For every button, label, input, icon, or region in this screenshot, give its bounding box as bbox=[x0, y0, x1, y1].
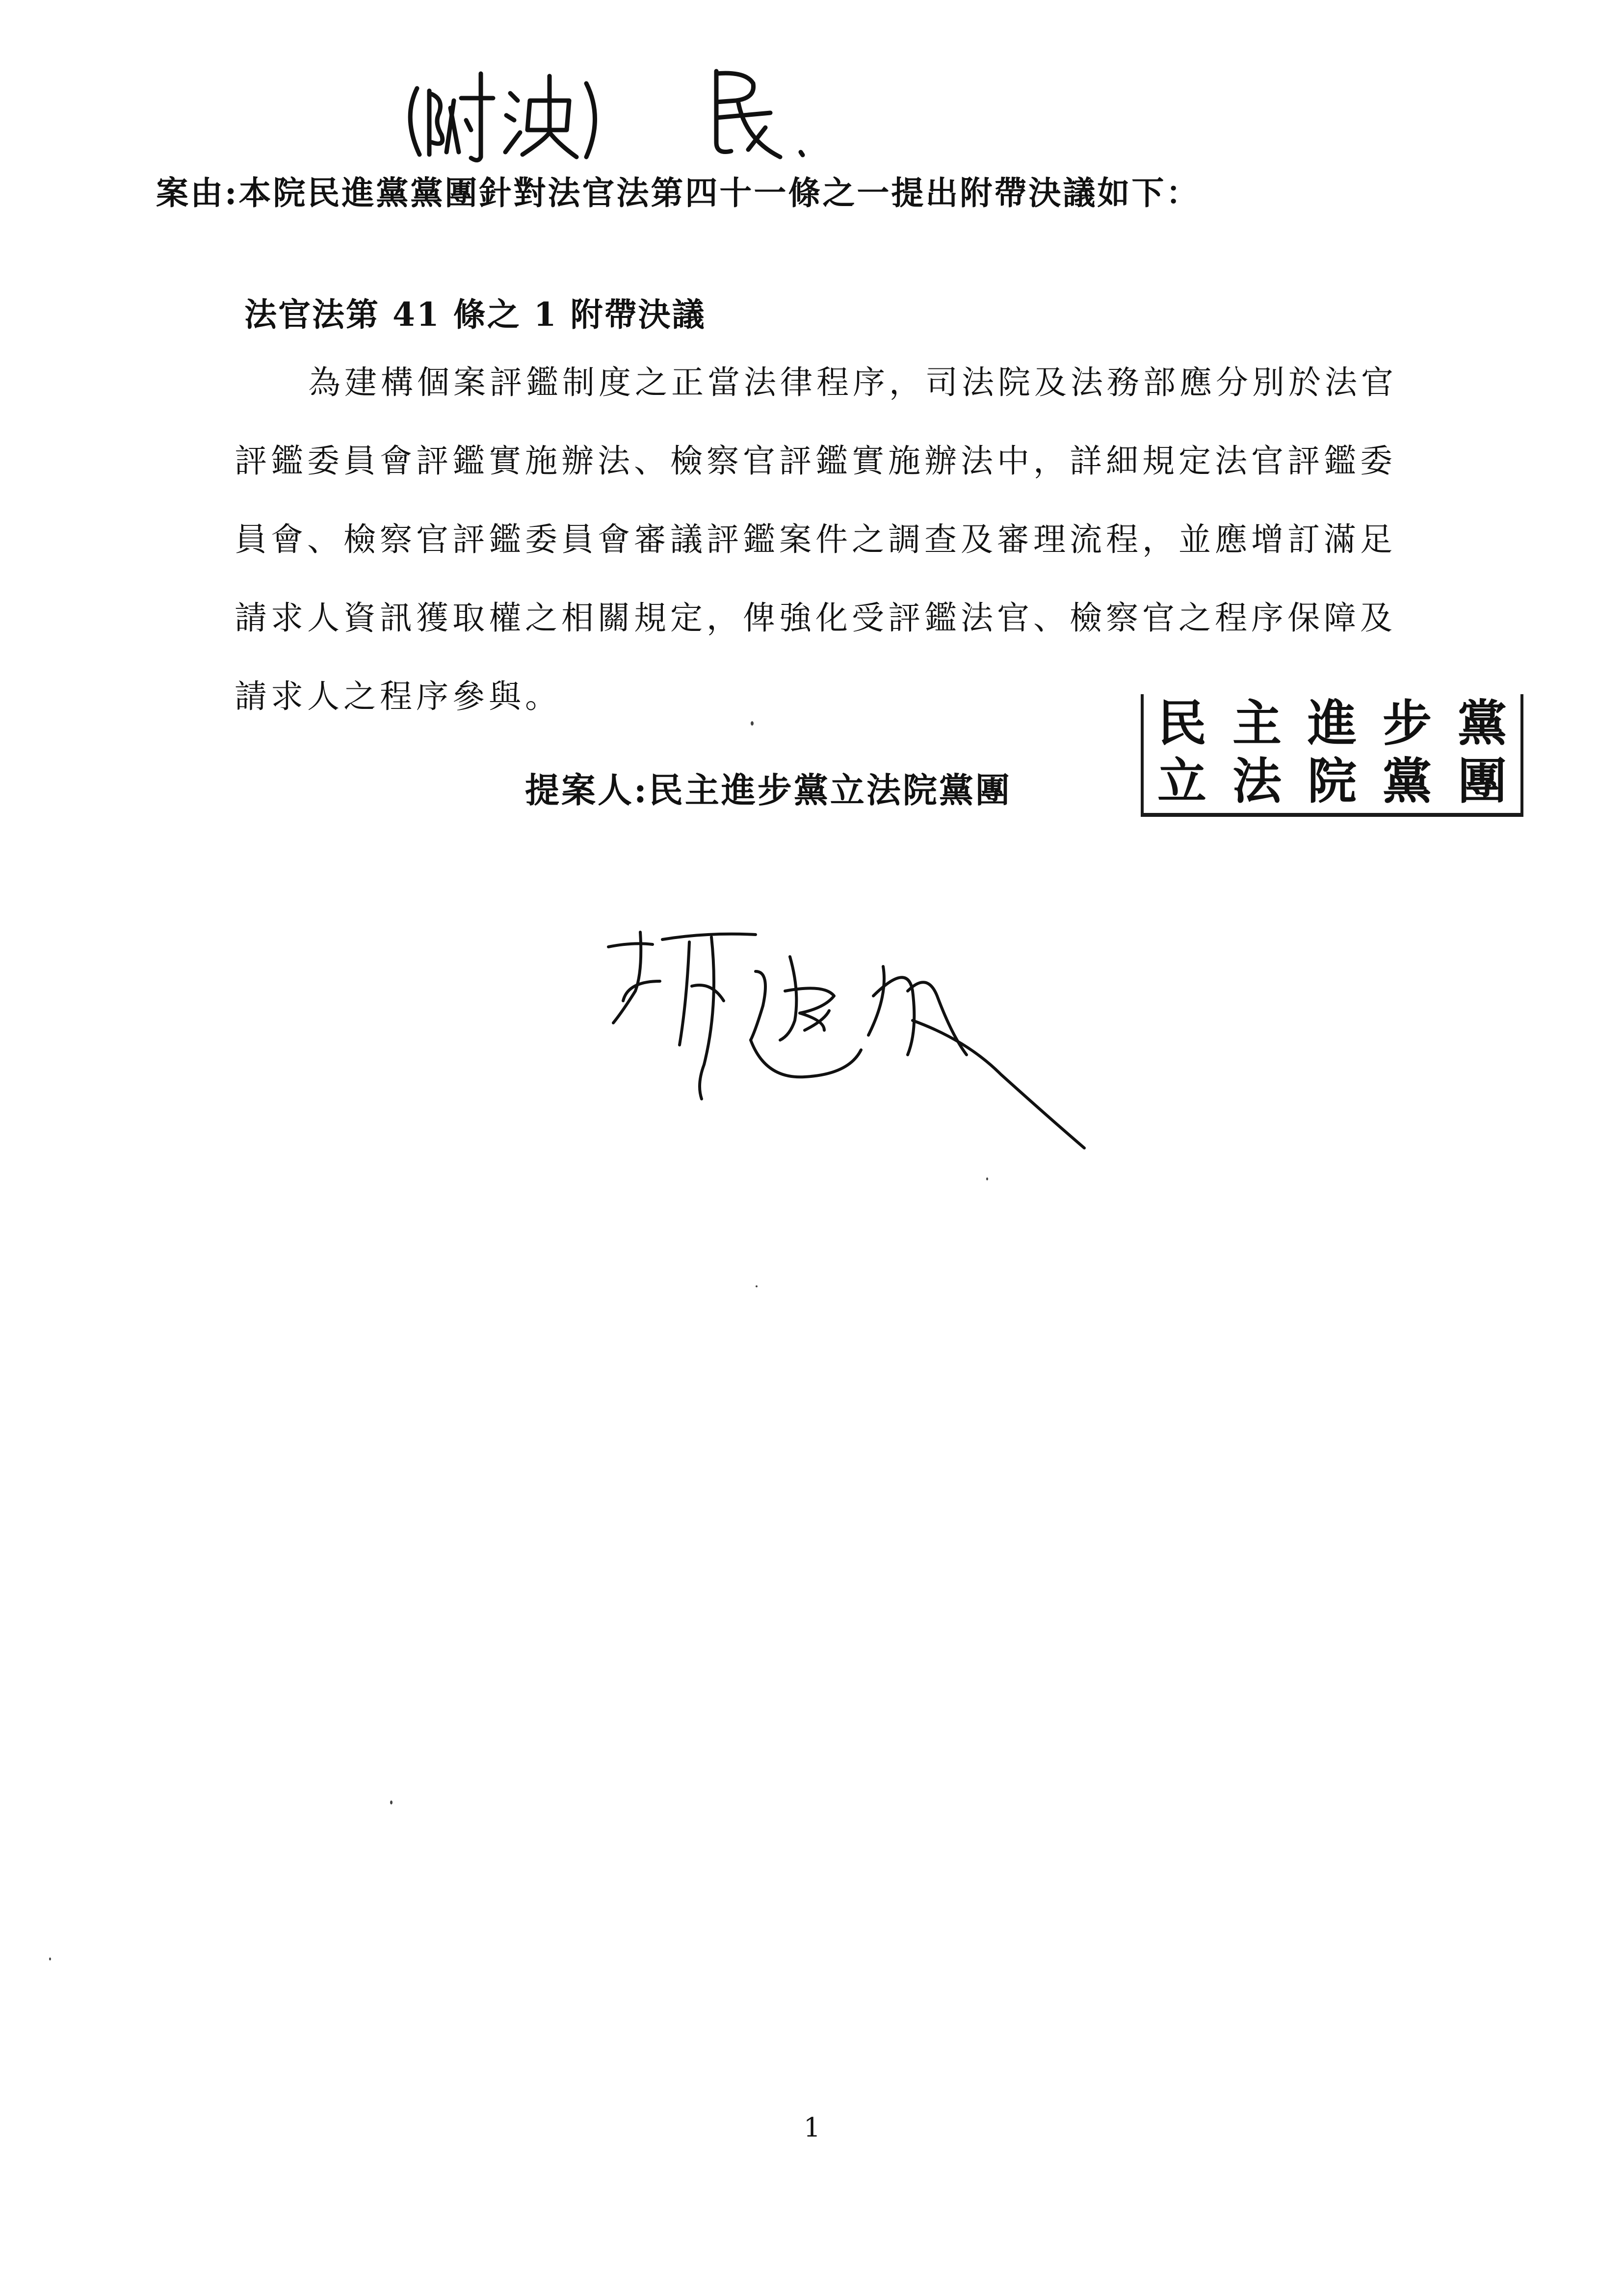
seal-row-top bbox=[1144, 694, 1520, 752]
resolution-line: 請求人之程序參與。 bbox=[235, 678, 561, 715]
page-number: 1 bbox=[803, 2112, 821, 2143]
seal-char: 團 bbox=[1458, 752, 1507, 810]
resolution-line: 員會、檢察官評鑑委員會審議評鑑案件之調查及審理流程，並應增訂滿足 bbox=[235, 521, 1396, 558]
scan-speck bbox=[751, 721, 754, 726]
party-caucus-seal bbox=[1141, 694, 1523, 817]
seal-char: 主 bbox=[1232, 694, 1282, 752]
scan-speck bbox=[986, 1177, 988, 1180]
seal-char: 法 bbox=[1232, 752, 1282, 810]
seal-char: 黨 bbox=[1458, 694, 1507, 752]
handwritten-note bbox=[393, 54, 873, 167]
seal-char: 院 bbox=[1308, 752, 1357, 810]
scan-speck bbox=[390, 1800, 393, 1804]
seal-char: 民 bbox=[1157, 694, 1206, 752]
handwritten-signature bbox=[594, 917, 1158, 1173]
case-subject: 案由:本院民進黨黨團針對法官法第四十一條之一提出附帶決議如下： bbox=[156, 174, 1201, 212]
seal-char: 步 bbox=[1383, 694, 1432, 752]
resolution-line: 評鑑委員會評鑑實施辦法、檢察官評鑑實施辦法中，詳細規定法官評鑑委 bbox=[235, 442, 1396, 480]
section-title: 法官法第 41 條之 1 附帶決議 bbox=[244, 295, 706, 334]
resolution-line: 為建構個案評鑑制度之正當法律程序，司法院及法務部應分別於法官 bbox=[308, 364, 1397, 401]
seal-row-bottom bbox=[1144, 752, 1520, 810]
scan-speck bbox=[756, 1285, 758, 1287]
seal-char: 立 bbox=[1157, 752, 1206, 810]
seal-char: 黨 bbox=[1383, 752, 1432, 810]
scan-speck bbox=[49, 1957, 51, 1960]
proposer-line: 提案人:民主進步黨立法院黨團 bbox=[525, 770, 1012, 810]
seal-char: 進 bbox=[1308, 694, 1357, 752]
resolution-body bbox=[235, 343, 1491, 736]
resolution-line: 請求人資訊獲取權之相關規定，俾強化受評鑑法官、檢察官之程序保障及 bbox=[235, 599, 1396, 637]
